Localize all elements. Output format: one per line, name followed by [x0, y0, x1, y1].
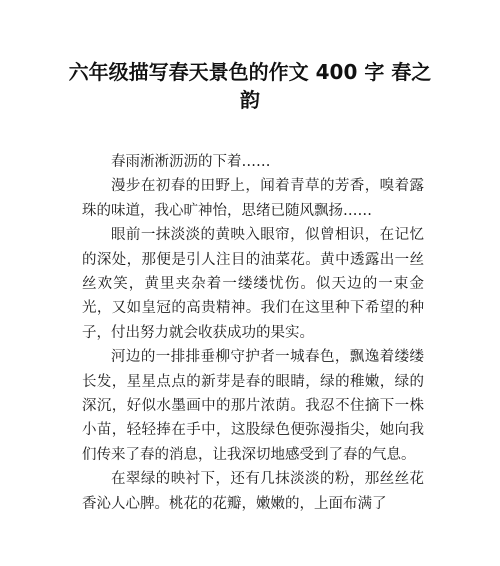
document-body: [82, 150, 424, 516]
paragraph: 眼前一抹淡淡的黄映入眼帘，似曾相识，在记忆的深处，那便是引人注目的油菜花。黄中透露出一丝丝欢笑，黄里夹杂着一缕缕忧伤。似天边的一束金光，又如皇冠的高贵精神。我们在这里种下希望的种子，付出努力就会收获成功的果实。: [82, 227, 424, 341]
paragraph: 春雨淅淅沥沥的下着……: [111, 154, 271, 170]
paragraph: 漫步在初春的田野上，闻着青草的芳香，嗅着露珠的味道，我心旷神怡，思绪已随风飘扬……: [82, 178, 424, 219]
paragraph: 河边的一排排垂柳守护者一城春色，飘逸着缕缕长发，星星点点的新芽是春的眼睛，绿的稚嫩，绿的深沉，好似水墨画中的那片浓荫。我忍不住摘下一株小苗，轻轻捧在手中，这股绿色便弥漫指尖，她向我们传来了春的消息，让我深切地感受到了春的气息。: [82, 349, 424, 463]
document-title: 六年级描写春天景色的作文 400 字 春之韵: [68, 60, 432, 112]
paragraph: 在翠绿的映衬下，还有几抹淡淡的粉，那丝丝花香沁人心脾。桃花的花瓣，嫩嫩的，上面布满了: [82, 471, 424, 512]
